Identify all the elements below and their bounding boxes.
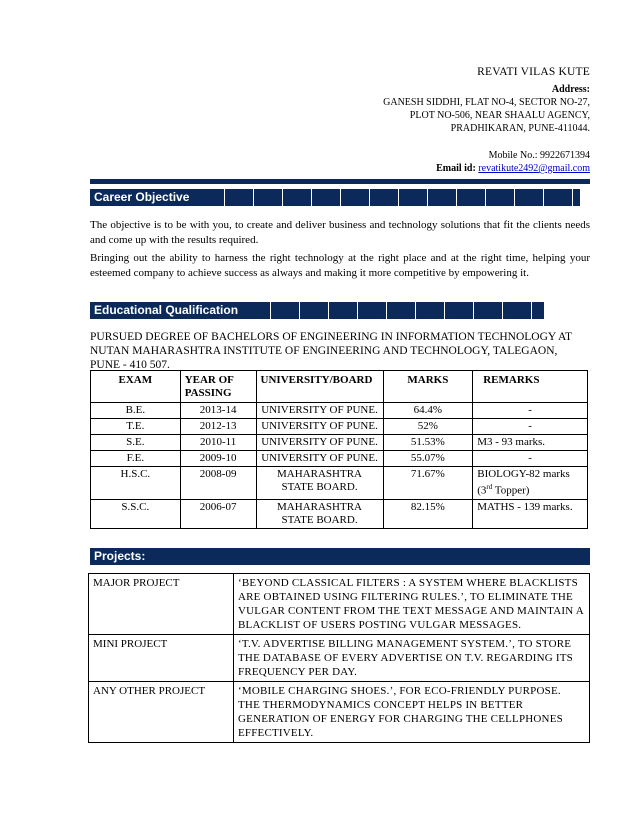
year-cell: 2013-14 [180,403,256,419]
section-bar-stripes [196,189,580,206]
table-row [89,635,590,682]
email-row [270,162,590,175]
exam-cell: S.S.C. [91,499,181,528]
exam-cell: H.S.C. [91,467,181,500]
board-cell: UNIVERSITY OF PUNE. [256,451,383,467]
table-row [91,467,588,500]
column-header: REMARKS [473,371,588,403]
address-line: GANESH SIDDHI, FLAT NO-4, SECTOR NO-27, [383,97,590,108]
section-bar-stripes [242,302,544,319]
table-row [91,451,588,467]
table-row [91,403,588,419]
board-cell: UNIVERSITY OF PUNE. [256,419,383,435]
marks-cell: 55.07% [383,451,473,467]
project-type: ANY OTHER PROJECT [89,682,234,743]
contact-header [270,66,590,175]
column-header: YEAR OF PASSING [180,371,256,403]
header-divider [90,179,590,184]
career-objective-bar [90,189,580,206]
marks-cell: 71.67% [383,467,473,500]
remarks-superscript: rd [486,483,493,491]
remarks-cell [473,467,588,500]
marks-cell: 64.4% [383,403,473,419]
section-title: Educational Qualification [90,302,242,319]
remarks-cell: - [473,403,588,419]
year-cell: 2010-11 [180,435,256,451]
career-paragraph: The objective is to be with you, to create and deliver business and technology solutions that fit the clients needs and come up with the results required. [90,219,590,246]
section-title: Projects: [90,548,590,565]
remarks-cell: MATHS - 139 marks. [473,499,588,528]
marks-cell: 51.53% [383,435,473,451]
column-header: EXAM [91,371,181,403]
remarks-cell: M3 - 93 marks. [473,435,588,451]
project-description: ‘MOBILE CHARGING SHOES.’, FOR ECO-FRIENDLY PURPOSE. THE THERMODYNAMICS CONCEPT HELPS IN BETTER GENERATION OF ENERGY FOR CHARGING THE CELLPHONES EFFECTIVELY. [234,682,590,743]
address-line: PLOT NO-506, NEAR SHAALU AGENCY, [409,110,590,121]
remarks-cell: - [473,451,588,467]
exam-cell: S.E. [91,435,181,451]
project-type: MINI PROJECT [89,635,234,682]
project-description: ‘BEYOND CLASSICAL FILTERS : A SYSTEM WHERE BLACKLISTS ARE OBTAINED USING FILTERING RULES.’, TO ELIMINATE THE VULGAR CONTENT FROM THE TEXT MESSAGE AND MAINTAIN A BLACKLIST OF USERS POSTING VULGAR MESSAGES. [234,574,590,635]
exam-cell: F.E. [91,451,181,467]
exam-cell: T.E. [91,419,181,435]
projects-table [88,573,590,743]
table-row [91,499,588,528]
board-cell: UNIVERSITY OF PUNE. [256,403,383,419]
year-cell: 2006-07 [180,499,256,528]
year-cell: 2008-09 [180,467,256,500]
table-header-row [91,371,588,403]
year-cell: 2009-10 [180,451,256,467]
project-type: MAJOR PROJECT [89,574,234,635]
year-cell: 2012-13 [180,419,256,435]
education-bar [90,302,544,319]
mobile-number: Mobile No.: 9922671394 [488,150,590,161]
board-cell: UNIVERSITY OF PUNE. [256,435,383,451]
table-row [89,574,590,635]
address-line: PRADHIKARAN, PUNE-411044. [450,123,590,134]
candidate-name: REVATI VILAS KUTE [477,66,590,78]
project-description: ‘T.V. ADVERTISE BILLING MANAGEMENT SYSTEM.’, TO STORE THE DATABASE OF EVERY ADVERTISE ON T.V. REGARDING ITS FREQUENCY PER DAY. [234,635,590,682]
column-header: UNIVERSITY/BOARD [256,371,383,403]
table-row [91,435,588,451]
marks-cell: 82.15% [383,499,473,528]
board-cell: MAHARASHTRA STATE BOARD. [256,467,383,500]
board-cell: MAHARASHTRA STATE BOARD. [256,499,383,528]
section-title: Career Objective [90,189,196,206]
marks-cell: 52% [383,419,473,435]
email-label: Email id: [436,163,476,174]
career-paragraph: Bringing out the ability to harness the right technology at the right place and at the right time, helping your esteemed company to achieve success as always and making it more competitive by empowering it. [90,252,590,279]
projects-bar [90,548,590,565]
table-row [91,419,588,435]
exam-cell: B.E. [91,403,181,419]
degree-summary: PURSUED DEGREE OF BACHELORS OF ENGINEERING IN INFORMATION TECHNOLOGY AT NUTAN MAHARASHTRA INSTITUTE OF ENGINEERING AND TECHNOLOGY, TALEGAON, PUNE - 410 507. [90,331,572,371]
table-row [89,682,590,743]
email-link[interactable]: revatikute2492@gmail.com [478,163,590,174]
remarks-cell: - [473,419,588,435]
address-label: Address: [551,84,590,95]
remarks-text: BIOLOGY-82 marks (3 [477,468,570,497]
remarks-text: Topper) [492,484,530,497]
column-header: MARKS [383,371,473,403]
education-table [90,370,588,529]
